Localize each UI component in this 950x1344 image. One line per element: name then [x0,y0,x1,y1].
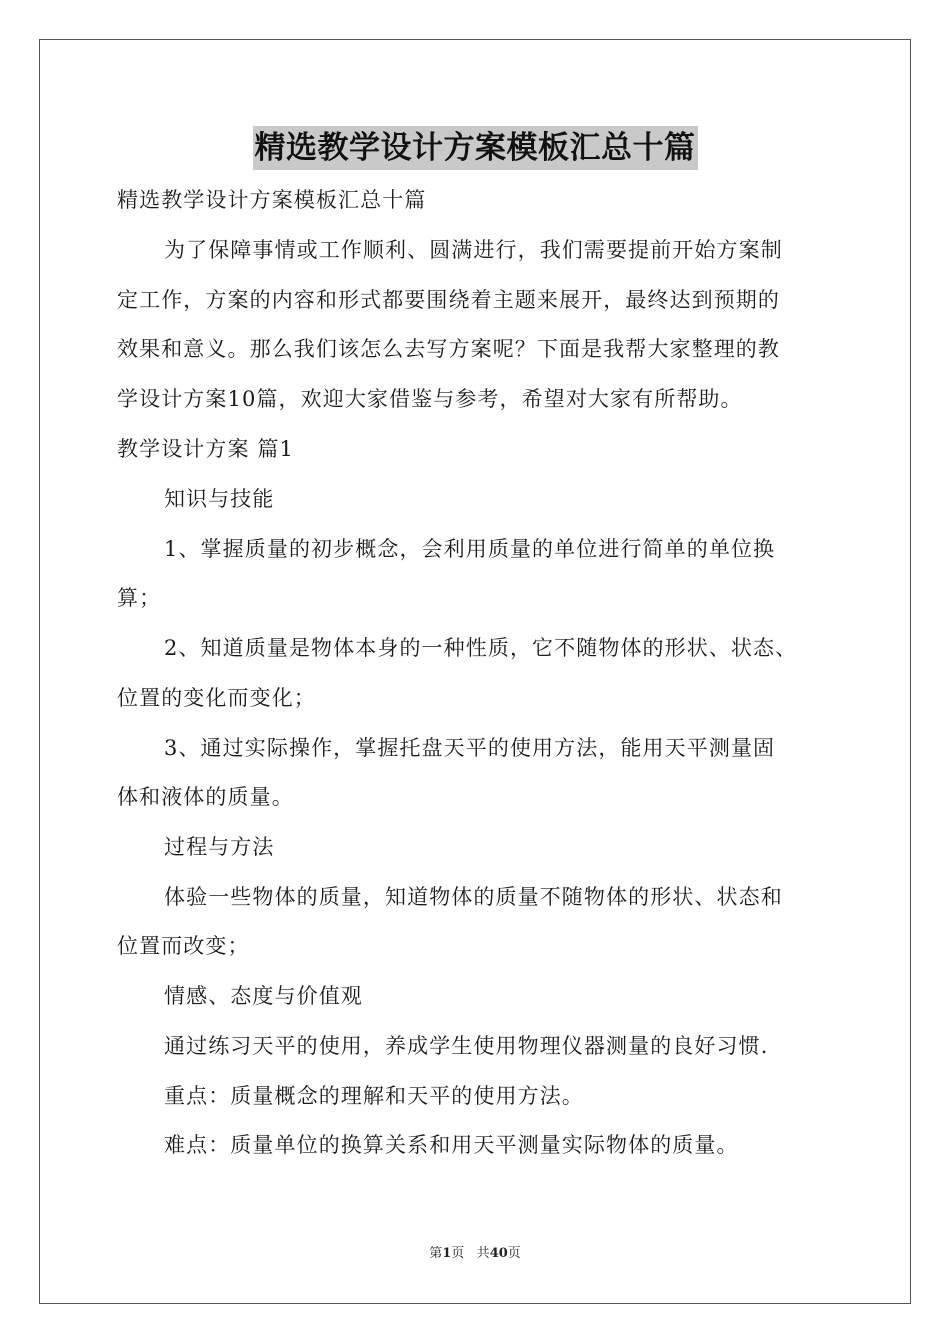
total-suffix: 页 [507,1246,521,1261]
paragraph-line: 效果和意义。那么我们该怎么去写方案呢？下面是我帮大家整理的教 [117,337,780,361]
page-footer [0,1245,950,1263]
paragraph-line: 体和液体的质量。 [117,785,294,809]
paragraph-line: 重点：质量概念的理解和天平的使用方法。 [164,1084,584,1108]
document-title: 精选教学设计方案模板汇总十篇 [253,126,698,170]
paragraph-line: 位置的变化而变化； [117,686,316,710]
total-prefix: 共 [476,1246,490,1261]
subtitle-line: 精选教学设计方案模板汇总十篇 [117,188,427,212]
page-number: 1 [442,1246,452,1261]
total-pages: 40 [489,1246,508,1261]
paragraph-line: 难点：质量单位的换算关系和用天平测量实际物体的质量。 [164,1133,739,1157]
paragraph-line: 为了保障事情或工作顺利、圆满进行，我们需要提前开始方案制 [164,238,783,262]
section-heading: 教学设计方案 篇1 [117,437,294,461]
paragraph-line: 体验一些物体的质量，知道物体的质量不随物体的形状、状态和 [164,885,783,909]
paragraph-line: 位置而改变； [117,934,250,958]
subheading: 情感、态度与价值观 [164,984,363,1008]
paragraph-line: 算； [117,586,162,610]
paragraph-line: 2、知道质量是物体本身的一种性质，它不随物体的形状、状态、 [164,636,798,660]
page-border [39,39,911,1304]
paragraph-line: 3、通过实际操作，掌握托盘天平的使用方法，能用天平测量固 [164,736,776,760]
subheading: 过程与方法 [164,835,275,859]
subheading: 知识与技能 [164,487,275,511]
paragraph-line: 通过练习天平的使用，养成学生使用物理仪器测量的良好习惯. [164,1034,769,1058]
paragraph-line: 1、掌握质量的初步概念，会利用质量的单位进行简单的单位换 [164,537,776,561]
page-suffix: 页 [451,1246,465,1261]
paragraph-line: 定工作，方案的内容和形式都要围绕着主题来展开，最终达到预期的 [117,288,780,312]
paragraph-line: 学设计方案10篇，欢迎大家借鉴与参考，希望对大家有所帮助。 [117,387,743,411]
title-container [0,126,950,170]
page-prefix: 第 [429,1246,443,1261]
